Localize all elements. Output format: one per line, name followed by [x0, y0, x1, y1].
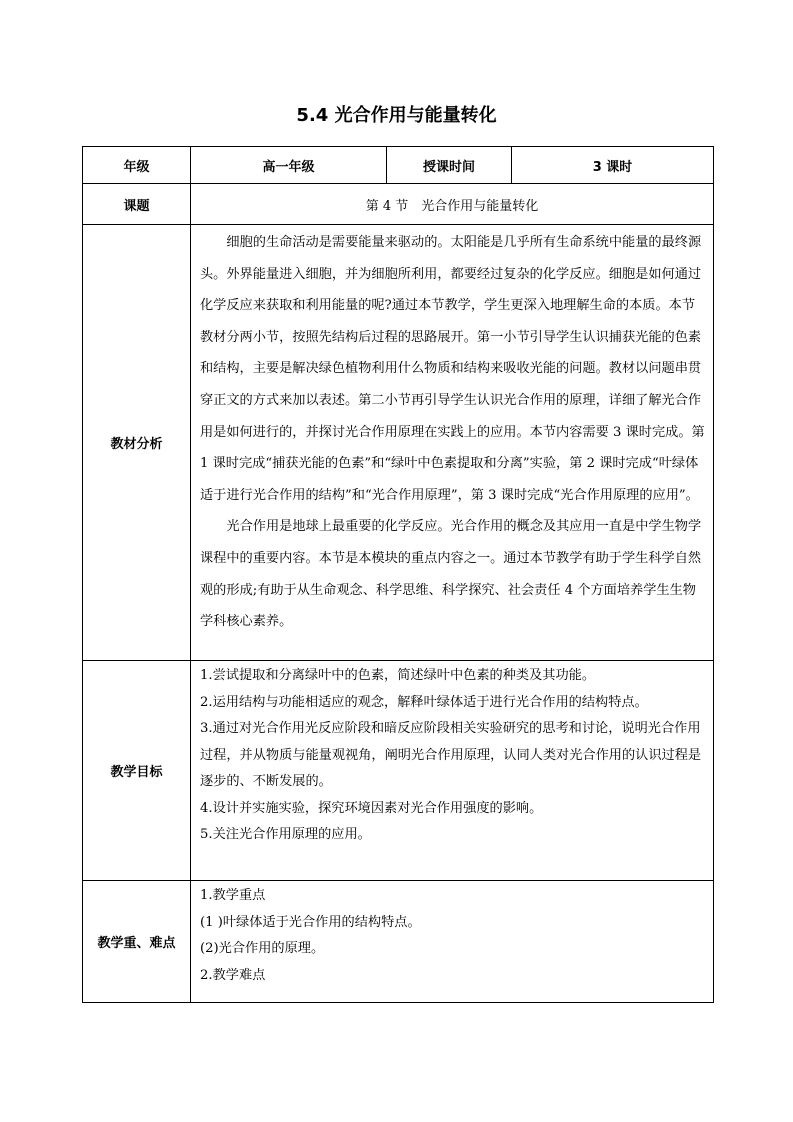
keypoint-item: (1 )叶绿体适于光合作用的结构特点。 — [200, 914, 421, 930]
analysis-label: 教材分析 — [83, 225, 191, 661]
grade-row — [83, 147, 714, 184]
keypoint-item: 2.教学难点 — [200, 967, 266, 983]
goals-content — [191, 661, 714, 881]
topic-label: 课题 — [83, 184, 191, 225]
document-title: 5.4 光合作用与能量转化 — [296, 105, 497, 126]
goal-item: 4.设计并实施实验，探究环境因素对光合作用强度的影响。 — [200, 800, 543, 816]
time-value: 3 课时 — [512, 147, 714, 184]
topic-value: 第 4 节 光合作用与能量转化 — [191, 184, 714, 225]
goal-item: 2.运用结构与功能相适应的观念，解释叶绿体适于进行光合作用的结构特点。 — [200, 694, 648, 710]
analysis-paragraph: 光合作用是地球上最重要的化学反应。光合作用的概念及其应用一直是中学生物学课程中的重要内容。本节是本模块的重点内容之一。通过本节教学有助于学生科学自然观的形成;有助于从生命观念、科学思维、科学探究、社会责任 4 个方面培养学生生物学科核心素养。 — [200, 519, 702, 630]
grade-value: 高一年级 — [191, 147, 387, 184]
goal-item: 5.关注光合作用原理的应用。 — [200, 827, 371, 842]
keypoints-row — [83, 881, 714, 1003]
goal-item: 3.通过对光合作用光反应阶段和暗反应阶段相关实验研究的思考和讨论，说明光合作用过程，并从物质与能量观视角，阐明光合作用原理，认同人类对光合作用的认识过程是逐步的、不断发展的。 — [200, 721, 702, 789]
keypoints-content — [191, 881, 714, 1003]
keypoint-item: (2)光合作用的原理。 — [200, 941, 325, 956]
analysis-row — [83, 225, 714, 661]
keypoint-item: 1.教学重点 — [200, 888, 266, 903]
analysis-paragraph: 细胞的生命活动是需要能量来驱动的。太阳能是几乎所有生命系统中能量的最终源头。外界能量进入细胞，并为细胞所利用，都要经过复杂的化学反应。细胞是如何通过化学反应来获取和利用能量的呢?通过本节教学，学生更深入地理解生命的本质。本节教材分两小节，按照先结构后过程的思路展开。第一小节引导学生认识捕获光能的色素和结构，主要是解决绿色植物利用什么物质和结构来吸收光能的问题。教材以问题串贯穿正文的方式来加以表述。第二小节再引导学生认识光合作用的原理，详细了解光合作用是如何进行的，并探讨光合作用原理在实践上的应用。本节内容需要 3 课时完成。第 1 课时完成“捕获光能的色素”和“绿叶中色素提取和分离”实验，第 2 课时完成“叶绿体适于进行光合作用的结构”和“光合作用原理”，第 3 课时完成“光合作用原理的应用”。 — [200, 235, 705, 503]
analysis-content — [191, 225, 714, 661]
keypoints-label: 教学重、难点 — [83, 881, 191, 1003]
lesson-plan-table — [82, 146, 714, 1003]
goals-label: 教学目标 — [83, 661, 191, 881]
topic-row — [83, 184, 714, 225]
goals-row — [83, 661, 714, 881]
goal-item: 1.尝试提取和分离绿叶中的色素，简述绿叶中色素的种类及其功能。 — [200, 668, 596, 683]
time-label: 授课时间 — [387, 147, 512, 184]
grade-label: 年级 — [83, 147, 191, 184]
